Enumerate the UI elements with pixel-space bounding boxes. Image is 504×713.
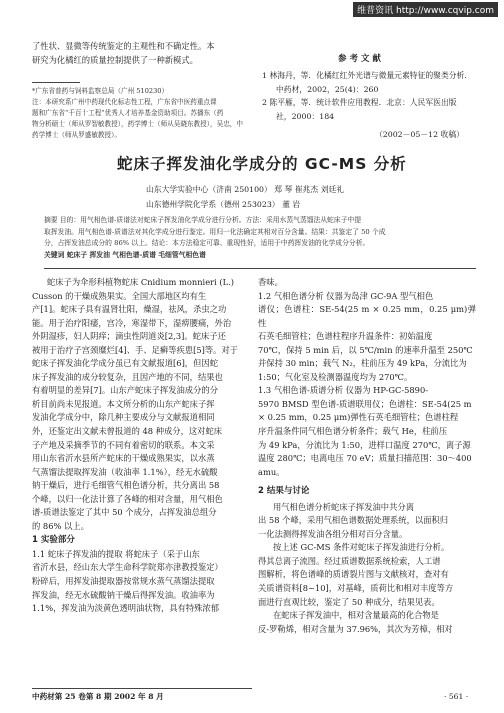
text-line: 外，还鉴定出文献未曾报道的 48 种成分，这对蛇床 bbox=[32, 426, 223, 437]
text-line: 温度 280℃；电离电压 70 eV；质量扫描范围：30～400 bbox=[258, 453, 472, 464]
text-line: 了性状、显微等传统鉴定的主观性和不确定性。本 bbox=[32, 41, 215, 51]
text-line: 能。用于治疗阳痿，宫冷，寒湿带下，湿痹腰痛，外治 bbox=[32, 317, 232, 328]
text-line: 有着明显的差异[7]。山东产蛇床子挥发油成分的分 bbox=[32, 385, 218, 396]
reference-item: 2 陈平雁，等．统计软件应用教程．北京：人民军医出版 bbox=[262, 98, 457, 107]
abstract-rule bbox=[44, 268, 476, 269]
text-line: 图解析，将色谱峰的质谱裂片图与文献核对，查对有 bbox=[258, 569, 449, 580]
text-line: 石英毛细管柱；色谱柱程序升温条件：初始温度 bbox=[258, 331, 433, 342]
abstract-line: 摘要 目的：用气相色谱-质谱法对蛇床子挥发油化学成分进行分析。方法：采用水蒸气蒸馏法从蛇床子中提 bbox=[44, 216, 362, 224]
abstract bbox=[44, 215, 474, 261]
text-line: 并保持 30 min；载气 N₂，柱前压为 49 kPa，分流比为 bbox=[258, 358, 467, 369]
text-line: 关质谱资料[8~10]，对基峰，质荷比和相对丰度等方 bbox=[258, 583, 454, 594]
text-line: 得其总离子流图。经过质谱数据系统检索，人工谱 bbox=[258, 555, 441, 566]
text-line: 70℃，保持 5 min 后，以 5℃/min 的速率升温至 250℃ bbox=[258, 344, 473, 355]
text-line: 气蒸馏法提取挥发油（收油率 1.1%），经无水硫酸 bbox=[32, 466, 218, 477]
text-line: 外阴湿疹，妇人阴痒；滴虫性阴道炎[2,3]。蛇床子还 bbox=[32, 331, 226, 342]
footnote-line: *广东省普药与饲料监察总局（广州 510230） bbox=[32, 87, 169, 95]
page-number: · 561 · bbox=[444, 692, 469, 701]
subsection-heading: 1.2 气相色谱分析 仪器为岛津 GC-9A 型气相色 bbox=[258, 290, 434, 301]
text-line: 研究为化橘红的质量控制提供了一种新模式。 bbox=[32, 54, 198, 65]
affiliation-1: 山东大学实验中心（济南 250100） 郑 琴 崔兆杰 刘廷礼 bbox=[146, 185, 345, 194]
text-line: 挥发油，经无水硫酸钠干燥后得挥发油。收油率为 bbox=[32, 589, 215, 600]
watermark: 维普资讯 http://www.cqvip.com bbox=[353, 2, 498, 17]
footnote-line: 物分析硕士（师从罗智敏教授），药学博士（师从吴晓东教授），吴忠，中 bbox=[32, 120, 243, 128]
text-line: amu。 bbox=[258, 466, 285, 477]
text-line: 蛇床子挥发油化学成分虽已有文献报道[6]，但因蛇 bbox=[32, 358, 218, 369]
article-title: 蛇床子挥发油化学成分的 GC-MS 分析 bbox=[117, 155, 407, 173]
text-line: 省沂水县，经山东大学生命科学院郑亦津教授鉴定） bbox=[32, 562, 223, 573]
text-line: 产[1]。蛇床子具有温肾壮阳，燥湿，祛风，杀虫之功 bbox=[32, 304, 227, 315]
section-heading: 1 实验部分 bbox=[32, 535, 75, 546]
references-heading: 参 考 文 献 bbox=[338, 54, 381, 64]
text-line: × 0.25 mm，0.25 μm)弹性石英毛细管柱；色谱柱程 bbox=[258, 412, 459, 423]
footnote-line: 题和广东省“千百十工程”优秀人才培养基金资助项目。苏播东（药 bbox=[32, 109, 224, 117]
footnote-line: 注：本研究系广州中药现代化标志性工程，广东省中医药重点课 bbox=[32, 98, 217, 106]
text-line: 序升温条件同气相色谱分析条件；载气 He，柱前压 bbox=[258, 426, 448, 437]
text-line: 一化法测得挥发油各组分相对百分含量。 bbox=[258, 528, 408, 539]
section-heading: 2 结果与讨论 bbox=[258, 486, 310, 497]
footer-rule bbox=[32, 688, 252, 689]
footnote-line: 药学博士（师从罗盛敏教授）。 bbox=[32, 131, 122, 139]
text-line: 面进行直观比较，鉴定了 50 种成分，结果见表。 bbox=[258, 596, 440, 607]
text-line: 子产地及采摘季节的不同有着密切的联系。本文采 bbox=[32, 439, 215, 450]
text-line: 出 58 个峰，采用气相色谱数据处理系统，以面积归 bbox=[258, 515, 449, 526]
text-line: 用山东省沂水县所产蛇床的干燥成熟果实，以水蒸 bbox=[32, 453, 215, 464]
text-line: 按上述 GC-MS 条件对蛇床子挥发油进行分析。 bbox=[272, 542, 450, 553]
reference-item: 1 林海丹，等．化橘红红外光谱与微量元素特征的聚类分析． bbox=[262, 71, 473, 80]
text-line: 1:50；气化室及检测器温度均为 270℃。 bbox=[258, 371, 413, 382]
text-line: 发油化学成分中，除几种主要成分与文献报道相同 bbox=[32, 412, 215, 423]
text-line: 析目前尚未见报道。本文所分析的山东产蛇床子挥 bbox=[32, 398, 215, 409]
text-line: 香味。 bbox=[258, 277, 283, 287]
text-line: 的 86% 以上。 bbox=[32, 520, 89, 531]
abstract-line: 取挥发油。用气相色谱-质谱法对其化学成分进行鉴定。用归一化法确定其相对百分含量。结果：共鉴定了 50 个成 bbox=[44, 227, 386, 236]
text-line: 谱仪；色谱柱：SE-54(25 m × 0.25 mm，0.25 μm)弹性 bbox=[258, 304, 476, 328]
text-line: 被用于治疗子宫颈糜烂[4]、手、足癣等疾患[5]等。对于 bbox=[32, 344, 239, 355]
journal-footer: 中药材第 25 卷第 8 期 2002 年 8 月 bbox=[32, 692, 164, 701]
text-line: 床子挥发油的成分较复杂，且因产地的不同，结果也 bbox=[32, 371, 223, 382]
footnote-rule bbox=[32, 82, 80, 83]
text-line: Cusson 的干燥成熟果实。全国大部地区均有生 bbox=[32, 290, 207, 301]
text-line: 5970 BMSD 型色谱-质谱联用仪；色谱柱：SE-54(25 m bbox=[258, 398, 472, 409]
received-date: （2002－05－12 收稿） bbox=[375, 130, 464, 139]
reference-item: 社，2000：184 bbox=[276, 111, 335, 121]
abstract-line: 分，占挥发油总成分的 86% 以上。结论：本方法稳定可靠、重现性好，适用于中药挥发油的化学成分分析。 bbox=[44, 239, 370, 247]
subsection-heading: 1.1 蛇床子挥发油的提取 将蛇床子（采于山东 bbox=[32, 548, 200, 559]
keywords: 关键词 蛇床子 挥发油 气相色谱-质谱 毛细管气相色谱 bbox=[44, 250, 206, 259]
text-line: 在蛇床子挥发油中，相对含量最高的化合物是 bbox=[272, 610, 439, 621]
text-line: 1.1%，挥发油为淡黄色透明油状物，具有特殊浓郁 bbox=[32, 603, 220, 614]
reference-list bbox=[262, 69, 480, 123]
text-line: 反-罗勒烯，相对含量为 37.96%，其次为芳樟，相对 bbox=[258, 623, 453, 634]
left-column bbox=[32, 276, 250, 616]
reference-item: 中药材，2002，25(4)：260 bbox=[276, 84, 379, 94]
top-left-text bbox=[32, 40, 250, 67]
subsection-heading: 1.3 气相色谱-质谱分析 仪器为 HP-GC-5890- bbox=[258, 385, 429, 396]
right-column bbox=[258, 276, 476, 636]
text-line: 钠干燥后，进行毛细管气相色谱分析，共分离出 58 bbox=[32, 480, 220, 491]
text-line: 用气相色谱分析蛇床子挥发油中共分离 bbox=[272, 501, 414, 512]
text-line: 粉碎后，用挥发油提取器按常规水蒸气蒸馏法提取 bbox=[32, 576, 215, 587]
affiliation-2: 山东德州学院化学系（德州 253023） 董 岩 bbox=[146, 200, 301, 209]
text-line: 谱-质谱法鉴定了其中 50 个成分，占挥发油总组分 bbox=[32, 507, 217, 518]
text-line: 为 49 kPa，分流比为 1:50，进样口温度 270℃，离子源 bbox=[258, 439, 471, 450]
footnote bbox=[32, 86, 254, 141]
text-line: 蛇床子为伞形科植物蛇床 Cnidium monnieri (L.) bbox=[46, 277, 234, 287]
text-line: 个峰，以归一化法计算了各峰的相对含量，用气相色 bbox=[32, 493, 223, 504]
